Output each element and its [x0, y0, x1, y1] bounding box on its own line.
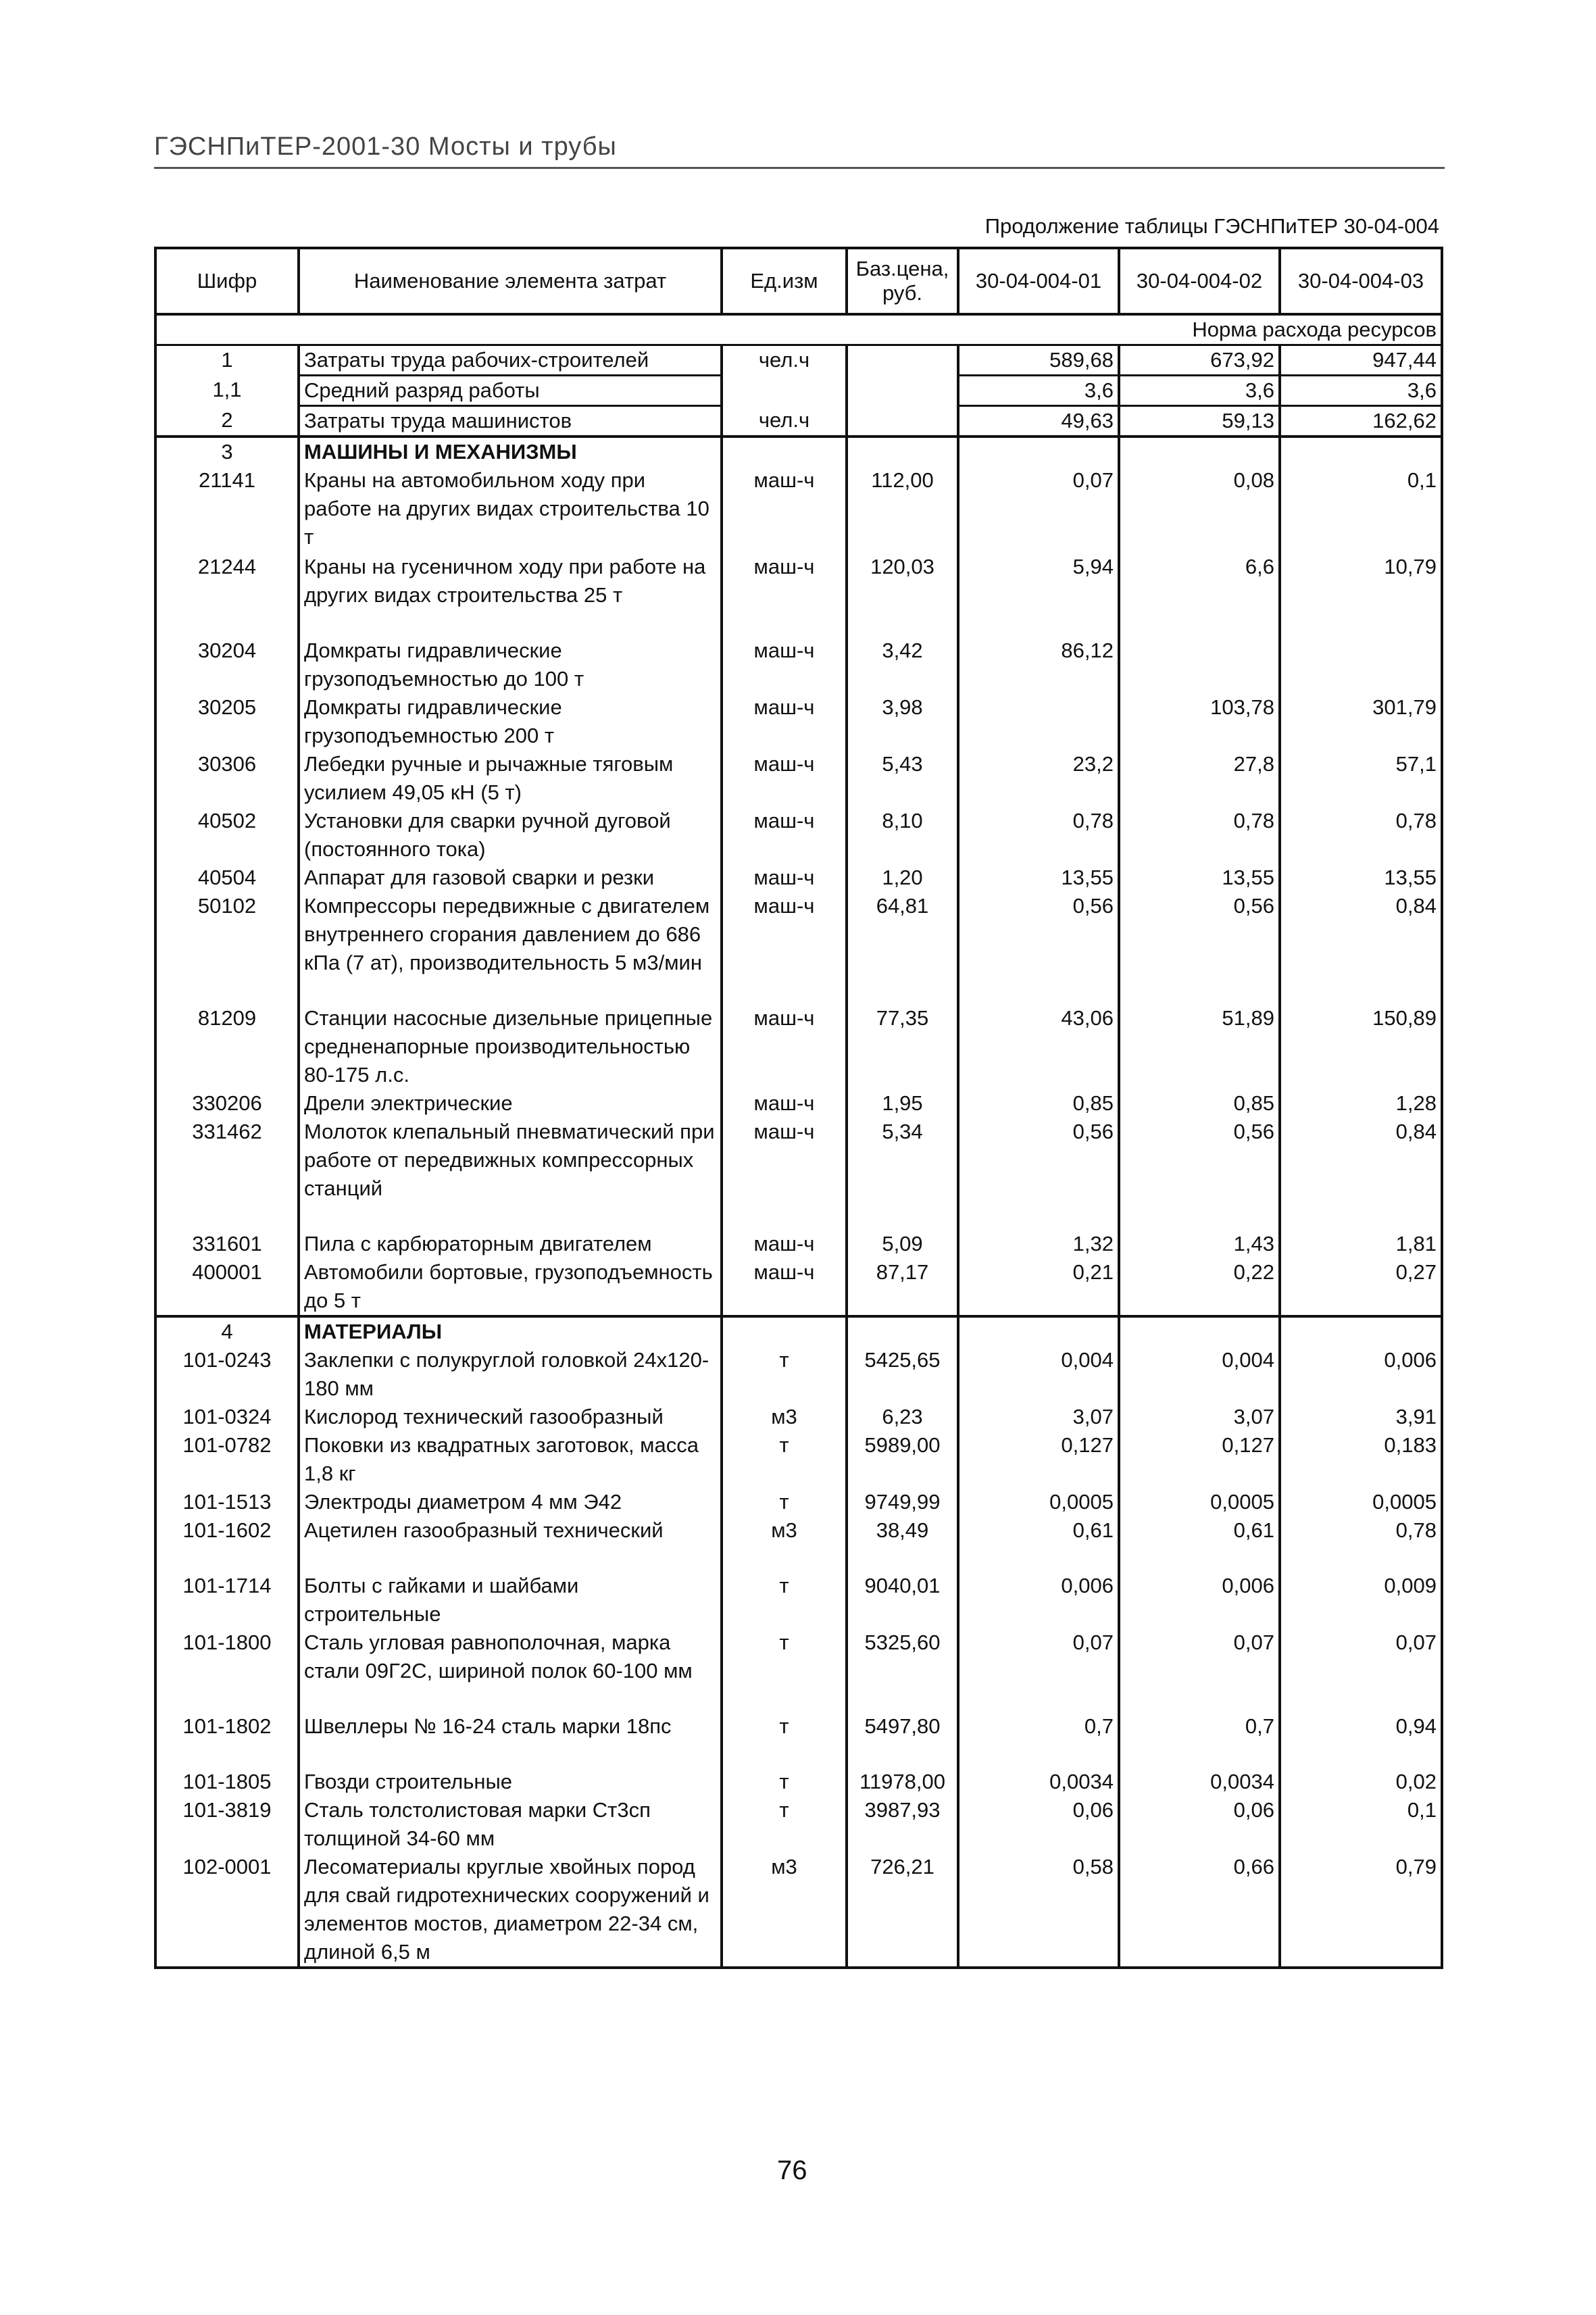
cell-v1: 86,12: [958, 637, 1119, 693]
cell-unit: [722, 1316, 847, 1346]
col-header-code: Шифр: [155, 248, 299, 314]
cell-v2: 0,07: [1119, 1628, 1280, 1712]
cell-v3: 0,27: [1280, 1258, 1442, 1316]
cell-v3: 0,84: [1280, 1118, 1442, 1230]
table-row: [155, 1488, 1442, 1516]
cell-v2: 0,006: [1119, 1572, 1280, 1628]
table-row: [155, 1712, 1442, 1768]
cell-price: 5425,65: [847, 1346, 958, 1403]
cell-v3: 0,006: [1280, 1346, 1442, 1403]
cell-price: 6,23: [847, 1403, 958, 1431]
cell-v1: 0,127: [958, 1431, 1119, 1488]
cell-name: Болты с гайками и шайбами строительные: [299, 1572, 722, 1628]
cell-v2: [1119, 637, 1280, 693]
cell-unit: маш-ч: [722, 1004, 847, 1089]
cell-name: Сталь угловая равнополочная, марка стали 09Г2С, шириной полок 60-100 мм: [299, 1628, 722, 1712]
cell-price: 5497,80: [847, 1712, 958, 1768]
page-number: 76: [777, 2156, 807, 2185]
cell-price: 1,20: [847, 864, 958, 892]
cell-v3: 301,79: [1280, 693, 1442, 750]
cell-unit: маш-ч: [722, 1118, 847, 1230]
cell-unit: м3: [722, 1853, 847, 1968]
cell-v1: 0,56: [958, 892, 1119, 1004]
cell-v3: [1280, 1316, 1442, 1346]
table-row: [155, 345, 1442, 376]
cell-v3: 10,79: [1280, 553, 1442, 637]
table-row: [155, 1431, 1442, 1488]
cell-v2: 0,66: [1119, 1853, 1280, 1968]
table-row: [155, 1258, 1442, 1316]
cell-v2: 673,92: [1119, 345, 1280, 376]
cell-v3: 0,84: [1280, 892, 1442, 1004]
cell-v3: 0,009: [1280, 1572, 1442, 1628]
cell-v2: 0,7: [1119, 1712, 1280, 1768]
cell-code: 101-1802: [155, 1712, 299, 1768]
table-row: [155, 1796, 1442, 1853]
cell-v2: 0,0034: [1119, 1768, 1280, 1796]
cell-unit: маш-ч: [722, 1089, 847, 1118]
cell-unit: маш-ч: [722, 892, 847, 1004]
cell-name: Гвозди строительные: [299, 1768, 722, 1796]
cell-v1: 0,07: [958, 466, 1119, 553]
cell-v1: 0,07: [958, 1628, 1119, 1712]
cell-code: 101-0324: [155, 1403, 299, 1431]
table-row: [155, 1004, 1442, 1089]
cell-v1: 589,68: [958, 345, 1119, 376]
cell-unit: маш-ч: [722, 466, 847, 553]
table-row: [155, 376, 1442, 406]
table-row: [155, 807, 1442, 864]
cell-code: 4: [155, 1316, 299, 1346]
cell-name: Швеллеры № 16-24 сталь марки 18пс: [299, 1712, 722, 1768]
table-row: [155, 1118, 1442, 1230]
cell-v1: 0,0005: [958, 1488, 1119, 1516]
cell-price: 64,81: [847, 892, 958, 1004]
cell-v2: 0,22: [1119, 1258, 1280, 1316]
cell-code: 50102: [155, 892, 299, 1004]
cell-price: [847, 376, 958, 406]
cell-name: Установки для сварки ручной дуговой (постоянного тока): [299, 807, 722, 864]
document-header: ГЭСНПиТЕР-2001-30 Мосты и трубы: [154, 132, 617, 161]
cell-v3: 57,1: [1280, 750, 1442, 807]
cell-code: 101-1805: [155, 1768, 299, 1796]
cell-code: 30205: [155, 693, 299, 750]
cell-code: 21141: [155, 466, 299, 553]
cell-v1: [958, 1316, 1119, 1346]
cell-v1: [958, 437, 1119, 466]
cell-unit: т: [722, 1346, 847, 1403]
cell-unit: т: [722, 1768, 847, 1796]
table-row: [155, 864, 1442, 892]
cell-price: 5,34: [847, 1118, 958, 1230]
cell-v3: 162,62: [1280, 406, 1442, 437]
table-body: [155, 314, 1442, 1968]
cell-price: [847, 406, 958, 437]
cell-name: Лесоматериалы круглые хвойных пород для свай гидротехнических сооружений и элементов мостов, диаметром 22-34 см, длиной 6,5 м: [299, 1853, 722, 1968]
cell-v1: 43,06: [958, 1004, 1119, 1089]
table-row: [155, 437, 1442, 466]
col-header-v2: 30-04-004-02: [1119, 248, 1280, 314]
cell-v3: 0,1: [1280, 1796, 1442, 1853]
cell-v3: [1280, 637, 1442, 693]
table-row: [155, 1316, 1442, 1346]
cell-v1: 0,85: [958, 1089, 1119, 1118]
cell-unit: т: [722, 1796, 847, 1853]
cell-code: 330206: [155, 1089, 299, 1118]
cell-code: 81209: [155, 1004, 299, 1089]
table-row: [155, 1516, 1442, 1572]
cell-code: 102-0001: [155, 1853, 299, 1968]
cell-code: 331462: [155, 1118, 299, 1230]
cell-v2: 3,07: [1119, 1403, 1280, 1431]
cell-v1: 0,004: [958, 1346, 1119, 1403]
cell-v3: 150,89: [1280, 1004, 1442, 1089]
cell-code: 2: [155, 406, 299, 437]
cell-code: 101-0782: [155, 1431, 299, 1488]
table-row: [155, 466, 1442, 553]
cell-v2: 0,61: [1119, 1516, 1280, 1572]
cell-v2: 6,6: [1119, 553, 1280, 637]
cell-v3: 0,07: [1280, 1628, 1442, 1712]
cell-name: Краны на автомобильном ходу при работе на других видах строительства 10 т: [299, 466, 722, 553]
table-row: [155, 1853, 1442, 1968]
cell-v2: 0,0005: [1119, 1488, 1280, 1516]
cell-v3: 0,0005: [1280, 1488, 1442, 1516]
table-row: [155, 1572, 1442, 1628]
cell-name: Средний разряд работы: [299, 376, 722, 406]
norm-label: Норма расхода ресурсов: [155, 314, 1442, 345]
cell-code: 1,1: [155, 376, 299, 406]
cell-v1: 0,006: [958, 1572, 1119, 1628]
cell-v2: 27,8: [1119, 750, 1280, 807]
cell-v2: 51,89: [1119, 1004, 1280, 1089]
cell-v3: 0,183: [1280, 1431, 1442, 1488]
cell-v3: 0,78: [1280, 1516, 1442, 1572]
cell-v3: 0,78: [1280, 807, 1442, 864]
col-header-v3: 30-04-004-03: [1280, 248, 1442, 314]
table-row: [155, 892, 1442, 1004]
table-row: [155, 553, 1442, 637]
cell-price: 3,98: [847, 693, 958, 750]
cell-v1: 0,58: [958, 1853, 1119, 1968]
cell-code: 331601: [155, 1230, 299, 1258]
cell-unit: маш-ч: [722, 750, 847, 807]
cell-price: 9040,01: [847, 1572, 958, 1628]
cell-name: Домкраты гидравлические грузоподъемностью 200 т: [299, 693, 722, 750]
cell-v3: 3,91: [1280, 1403, 1442, 1431]
cell-v3: 3,6: [1280, 376, 1442, 406]
cell-price: 120,03: [847, 553, 958, 637]
cell-price: 1,95: [847, 1089, 958, 1118]
cell-price: 5989,00: [847, 1431, 958, 1488]
cell-v1: [958, 693, 1119, 750]
cell-price: 8,10: [847, 807, 958, 864]
cell-name: Компрессоры передвижные с двигателем внутреннего сгорания давлением до 686 кПа (7 ат), производительность 5 м3/мин: [299, 892, 722, 1004]
cell-v3: [1280, 437, 1442, 466]
cell-code: 400001: [155, 1258, 299, 1316]
table-row: [155, 693, 1442, 750]
cell-v2: 103,78: [1119, 693, 1280, 750]
cell-code: 30204: [155, 637, 299, 693]
cell-v2: [1119, 1316, 1280, 1346]
table-continuation-label: Продолжение таблицы ГЭСНПиТЕР 30-04-004: [984, 214, 1439, 238]
cell-v2: 13,55: [1119, 864, 1280, 892]
cell-price: 87,17: [847, 1258, 958, 1316]
cell-price: 77,35: [847, 1004, 958, 1089]
cell-name: Дрели электрические: [299, 1089, 722, 1118]
cell-v1: 0,06: [958, 1796, 1119, 1853]
cell-price: 11978,00: [847, 1768, 958, 1796]
cell-v1: 0,61: [958, 1516, 1119, 1572]
cell-price: [847, 1316, 958, 1346]
cell-code: 30306: [155, 750, 299, 807]
cell-name: МАШИНЫ И МЕХАНИЗМЫ: [299, 437, 722, 466]
cell-code: 40504: [155, 864, 299, 892]
cell-unit: т: [722, 1488, 847, 1516]
cell-v3: 0,02: [1280, 1768, 1442, 1796]
cell-code: 101-1602: [155, 1516, 299, 1572]
cell-v3: 0,1: [1280, 466, 1442, 553]
table-row: [155, 637, 1442, 693]
cell-unit: м3: [722, 1403, 847, 1431]
cell-unit: [722, 437, 847, 466]
cell-unit: т: [722, 1431, 847, 1488]
cell-v2: 3,6: [1119, 376, 1280, 406]
cell-name: Краны на гусеничном ходу при работе на других видах строительства 25 т: [299, 553, 722, 637]
table-row: [155, 1768, 1442, 1796]
cell-v1: 13,55: [958, 864, 1119, 892]
cell-price: 5,09: [847, 1230, 958, 1258]
cell-v1: 3,6: [958, 376, 1119, 406]
cell-code: 40502: [155, 807, 299, 864]
cell-name: Молоток клепальный пневматический при работе от передвижных компрессорных станций: [299, 1118, 722, 1230]
cell-v2: 0,004: [1119, 1346, 1280, 1403]
cell-v1: 0,78: [958, 807, 1119, 864]
cell-v2: 1,43: [1119, 1230, 1280, 1258]
cell-name: Станции насосные дизельные прицепные средненапорные производительностью 80-175 л.с.: [299, 1004, 722, 1089]
table-row: [155, 1403, 1442, 1431]
cell-price: 3,42: [847, 637, 958, 693]
table-row: [155, 750, 1442, 807]
cell-code: 101-1513: [155, 1488, 299, 1516]
col-header-unit: Ед.изм: [722, 248, 847, 314]
cell-v3: 1,81: [1280, 1230, 1442, 1258]
cell-unit: м3: [722, 1516, 847, 1572]
col-header-v1: 30-04-004-01: [958, 248, 1119, 314]
cell-code: 1: [155, 345, 299, 376]
cell-unit: маш-ч: [722, 553, 847, 637]
cell-v2: 0,127: [1119, 1431, 1280, 1488]
cell-price: 726,21: [847, 1853, 958, 1968]
cell-v2: 0,56: [1119, 1118, 1280, 1230]
cell-v1: 5,94: [958, 553, 1119, 637]
cell-v1: 0,0034: [958, 1768, 1119, 1796]
cell-name: Электроды диаметром 4 мм Э42: [299, 1488, 722, 1516]
cell-v2: 0,56: [1119, 892, 1280, 1004]
cell-code: 101-0243: [155, 1346, 299, 1403]
cell-v1: 23,2: [958, 750, 1119, 807]
cell-code: 101-1714: [155, 1572, 299, 1628]
cell-name: МАТЕРИАЛЫ: [299, 1316, 722, 1346]
cell-code: 101-3819: [155, 1796, 299, 1853]
norm-row: [155, 314, 1442, 345]
cell-v1: 1,32: [958, 1230, 1119, 1258]
cell-price: 3987,93: [847, 1796, 958, 1853]
cell-v2: 0,08: [1119, 466, 1280, 553]
cell-price: 9749,99: [847, 1488, 958, 1516]
table-row: [155, 1628, 1442, 1712]
cell-unit: маш-ч: [722, 693, 847, 750]
resource-table: [154, 247, 1443, 1969]
cell-name: Затраты труда рабочих-строителей: [299, 345, 722, 376]
table-row: [155, 1346, 1442, 1403]
cell-v2: 0,06: [1119, 1796, 1280, 1853]
cell-unit: маш-ч: [722, 1258, 847, 1316]
cell-name: Заклепки с полукруглой головкой 24х120-180 мм: [299, 1346, 722, 1403]
cell-code: 3: [155, 437, 299, 466]
cell-name: Домкраты гидравлические грузоподъемностью до 100 т: [299, 637, 722, 693]
table-header-row: [155, 248, 1442, 314]
cell-v3: 947,44: [1280, 345, 1442, 376]
cell-v3: 13,55: [1280, 864, 1442, 892]
cell-unit: маш-ч: [722, 807, 847, 864]
table-row: [155, 1230, 1442, 1258]
cell-unit: [722, 376, 847, 406]
cell-unit: чел.ч: [722, 345, 847, 376]
cell-name: Поковки из квадратных заготовок, масса 1,8 кг: [299, 1431, 722, 1488]
cell-price: 5,43: [847, 750, 958, 807]
cell-v1: 0,21: [958, 1258, 1119, 1316]
cell-unit: маш-ч: [722, 864, 847, 892]
cell-v2: 59,13: [1119, 406, 1280, 437]
cell-price: 38,49: [847, 1516, 958, 1572]
cell-unit: маш-ч: [722, 637, 847, 693]
cell-v2: 0,85: [1119, 1089, 1280, 1118]
table-row: [155, 1089, 1442, 1118]
cell-unit: т: [722, 1712, 847, 1768]
cell-unit: маш-ч: [722, 1230, 847, 1258]
cell-unit: т: [722, 1572, 847, 1628]
cell-v3: 0,94: [1280, 1712, 1442, 1768]
cell-name: Кислород технический газообразный: [299, 1403, 722, 1431]
col-header-price: Баз.цена, руб.: [847, 248, 958, 314]
header-rule: [154, 167, 1445, 169]
cell-name: Сталь толстолистовая марки Ст3сп толщиной 34-60 мм: [299, 1796, 722, 1853]
cell-name: Аппарат для газовой сварки и резки: [299, 864, 722, 892]
cell-name: Лебедки ручные и рычажные тяговым усилием 49,05 кН (5 т): [299, 750, 722, 807]
cell-v1: 0,56: [958, 1118, 1119, 1230]
cell-price: 112,00: [847, 466, 958, 553]
cell-price: [847, 437, 958, 466]
cell-name: Автомобили бортовые, грузоподъемность до 5 т: [299, 1258, 722, 1316]
col-header-name: Наименование элемента затрат: [299, 248, 722, 314]
cell-name: Пила с карбюраторным двигателем: [299, 1230, 722, 1258]
cell-v1: 3,07: [958, 1403, 1119, 1431]
cell-price: 5325,60: [847, 1628, 958, 1712]
cell-unit: т: [722, 1628, 847, 1712]
cell-code: 101-1800: [155, 1628, 299, 1712]
cell-v1: 0,7: [958, 1712, 1119, 1768]
cell-v1: 49,63: [958, 406, 1119, 437]
cell-v2: [1119, 437, 1280, 466]
cell-v2: 0,78: [1119, 807, 1280, 864]
cell-name: Ацетилен газообразный технический: [299, 1516, 722, 1572]
cell-v3: 1,28: [1280, 1089, 1442, 1118]
cell-code: 21244: [155, 553, 299, 637]
cell-name: Затраты труда машинистов: [299, 406, 722, 437]
table-row: [155, 406, 1442, 437]
cell-v3: 0,79: [1280, 1853, 1442, 1968]
cell-price: [847, 345, 958, 376]
cell-unit: чел.ч: [722, 406, 847, 437]
